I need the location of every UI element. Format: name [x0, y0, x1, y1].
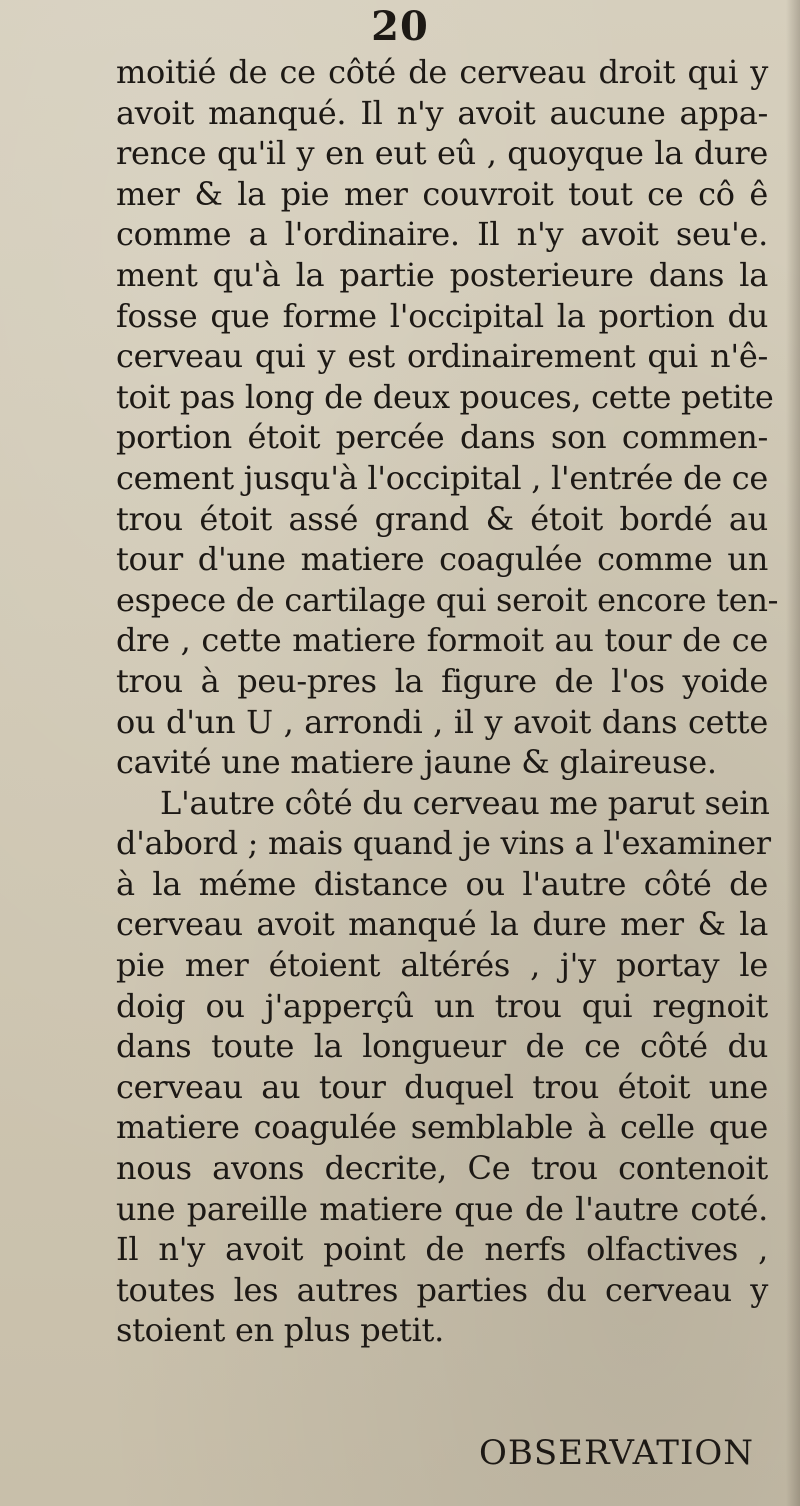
text-line: cavité une matiere jaune & glaireuse.	[116, 743, 717, 782]
text-line: tour d'une matiere coagulée comme un	[116, 540, 768, 579]
text-line: ment qu'à la partie posterieure dans la	[116, 255, 768, 294]
text-line: nous avons decrite, Ce trou contenoit	[116, 1149, 768, 1188]
text-line: Il n'y avoit point de nerfs olfactives ,	[116, 1230, 768, 1269]
text-line: cerveau au tour duquel trou étoit une	[116, 1067, 768, 1106]
text-line: à la méme distance ou l'autre côté de	[116, 864, 768, 903]
text-line: cerveau qui y est ordinairement qui n'ê-	[116, 337, 768, 376]
text-line: d'abord ; mais quand je vins a l'examiner	[116, 824, 771, 863]
text-line: trou à peu-pres la figure de l'os yoide	[116, 661, 768, 700]
text-line: cerveau avoit manqué la dure mer & la	[116, 905, 768, 944]
text-line: toit pas long de deux pouces, cette petite	[116, 377, 774, 416]
text-line: dre , cette matiere formoit au tour de ce	[116, 621, 768, 660]
text-line: comme a l'ordinaire. Il n'y avoit seu'e.	[116, 215, 768, 254]
catchword: OBSERVATION	[478, 1433, 754, 1473]
text-line: toutes les autres parties du cerveau y	[116, 1270, 768, 1309]
text-line: dans toute la longueur de ce côté du	[116, 1027, 768, 1066]
text-line: doig ou j'apperçû un trou qui regnoit	[116, 986, 768, 1025]
page-edge-shadow	[786, 0, 800, 1506]
text-line: matiere coagulée semblable à celle que	[116, 1108, 768, 1147]
text-line: L'autre côté du cerveau me parut sein	[160, 783, 770, 822]
text-line: moitié de ce côté de cerveau droit qui y	[116, 53, 768, 91]
text-line: trou étoit assé grand & étoit bordé au	[116, 499, 768, 538]
text-line: rence qu'il y en eut eû , quoyque la dure	[116, 134, 768, 173]
text-line: une pareille matiere que de l'autre coté.	[116, 1189, 768, 1228]
text-line: pie mer étoient altérés , j'y portay le	[116, 946, 768, 985]
body-text	[116, 52, 779, 1351]
text-line: fosse que forme l'occipital la portion du	[116, 296, 768, 335]
text-line: portion étoit percée dans son commen-	[116, 418, 768, 457]
page-number: 20	[371, 3, 429, 50]
text-line: mer & la pie mer couvroit tout ce cô ê	[116, 174, 768, 213]
text-line: cement jusqu'à l'occipital , l'entrée de ce	[116, 458, 768, 497]
text-line: avoit manqué. Il n'y avoit aucune appa-	[116, 93, 768, 132]
text-line: ou d'un U , arrondi , il y avoit dans cette	[116, 702, 768, 741]
text-line: stoient en plus petit.	[116, 1311, 444, 1350]
text-line: espece de cartilage qui seroit encore ten-	[116, 580, 779, 619]
